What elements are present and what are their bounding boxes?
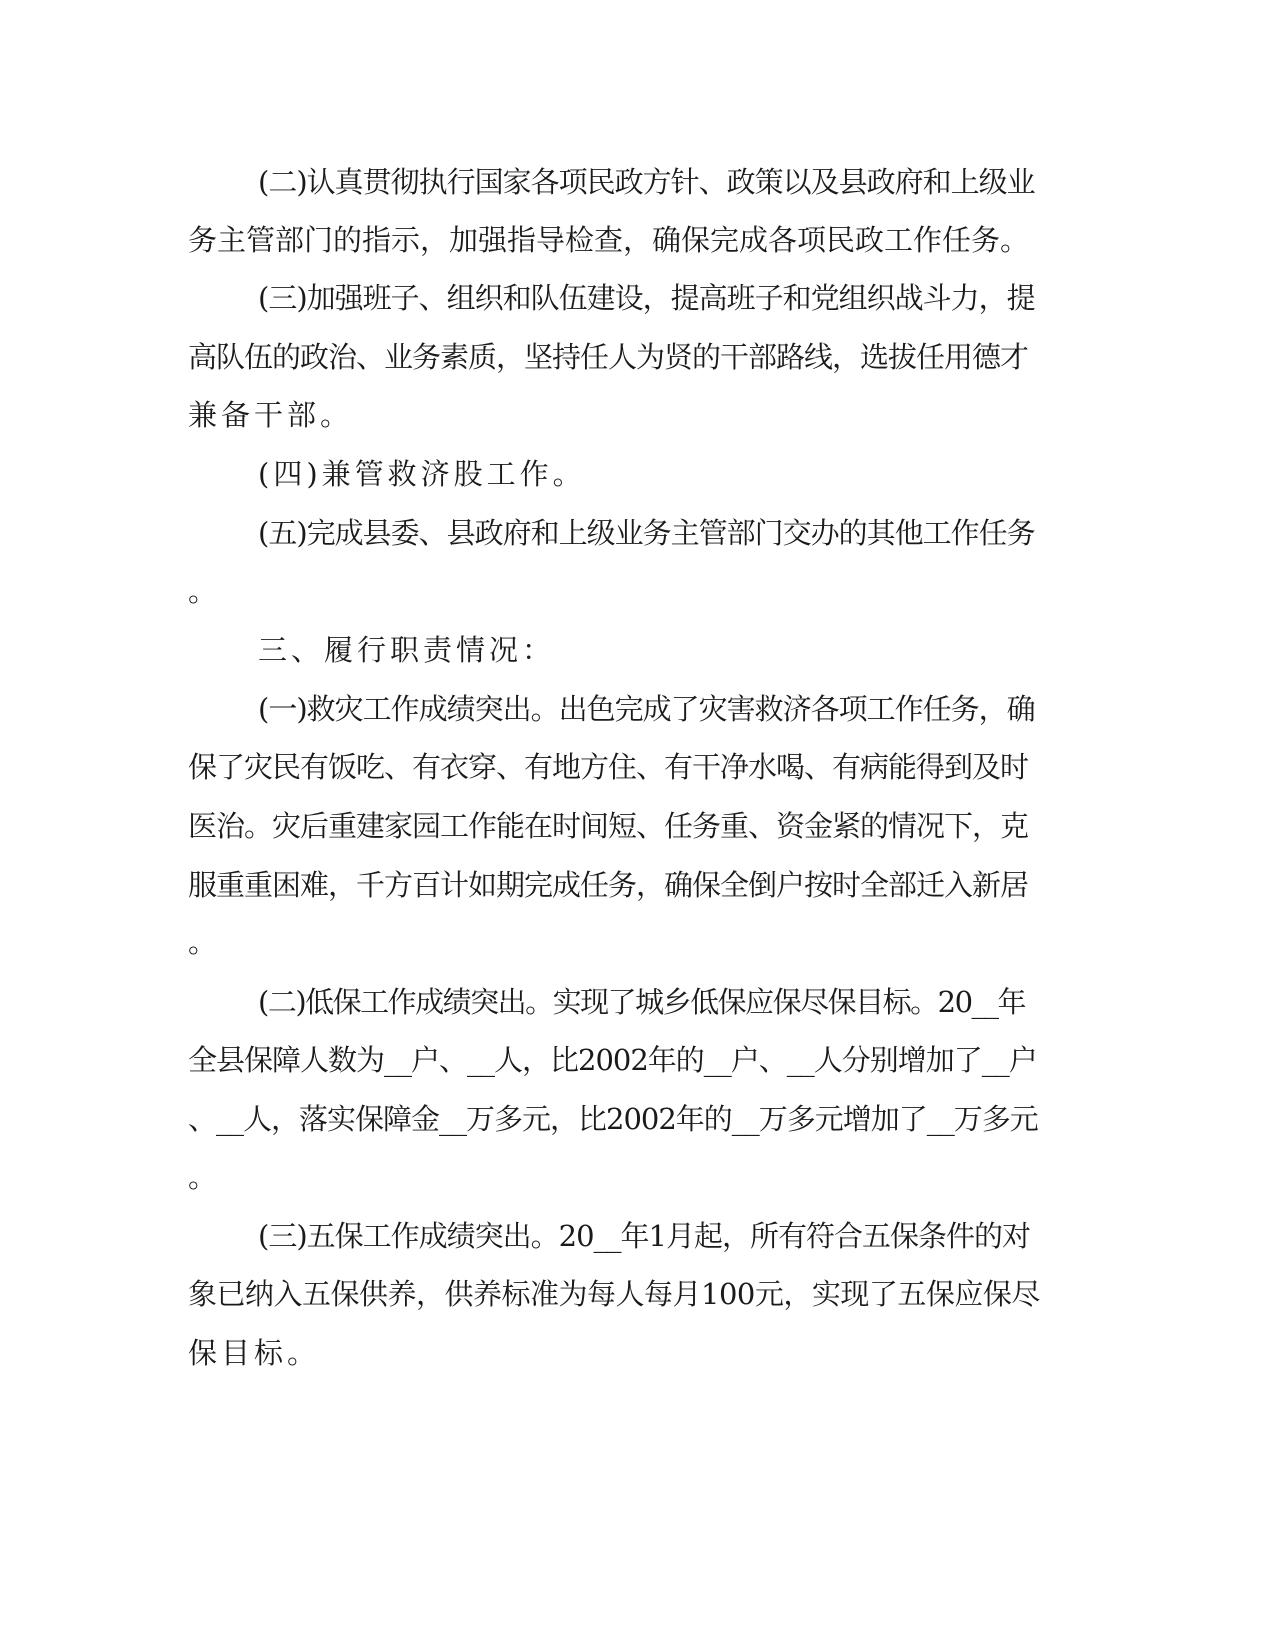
paragraph-line: 医治。灾后重建家园工作能在时间短、任务重、资金紧的情况下，克: [188, 809, 1029, 843]
paragraph-line: (三)加强班子、组织和队伍建设，提高班子和党组织战斗力，提: [258, 281, 1035, 315]
paragraph-line: 高队伍的政治、业务素质，坚持任人为贤的干部路线，选拔任用德才: [188, 340, 1029, 374]
paragraph-line: (五)完成县委、县政府和上级业务主管部门交办的其他工作任务: [258, 516, 1035, 550]
paragraph-line: 象已纳入五保供养，供养标准为每人每月100元，实现了五保应保尽: [188, 1277, 1040, 1311]
paragraph-line: 兼备干部。: [188, 398, 354, 432]
paragraph-line: (四)兼管救济股工作。: [258, 457, 586, 491]
paragraph-line: 保目标。: [188, 1336, 321, 1370]
paragraph-line: 。: [188, 574, 222, 608]
paragraph-line: (二)低保工作成绩突出。实现了城乡低保应保尽保目标。20__年: [258, 985, 1026, 1019]
paragraph-line: (一)救灾工作成绩突出。出色完成了灾害救济各项工作任务，确: [258, 692, 1035, 726]
paragraph-line: 。: [188, 925, 222, 959]
paragraph-line: 保了灾民有饭吃、有衣穿、有地方住、有干净水喝、有病能得到及时: [188, 750, 1029, 784]
paragraph-line: (二)认真贯彻执行国家各项民政方针、政策以及县政府和上级业: [258, 165, 1035, 199]
paragraph-line: 服重重困难，千方百计如期完成任务，确保全倒户按时全部迁入新居: [188, 868, 1029, 902]
paragraph-line: 全县保障人数为__户、__人，比2002年的__户、__人分别增加了__户: [188, 1043, 1037, 1077]
section-heading: 三、履行职责情况：: [258, 633, 556, 667]
paragraph-line: 。: [188, 1160, 222, 1194]
paragraph-line: (三)五保工作成绩突出。20__年1月起，所有符合五保条件的对: [258, 1219, 1030, 1253]
paragraph-line: 、__人，落实保障金__万多元，比2002年的__万多元增加了__万多元: [188, 1102, 1038, 1136]
paragraph-line: 务主管部门的指示，加强指导检查，确保完成各项民政工作任务。: [188, 223, 1030, 257]
